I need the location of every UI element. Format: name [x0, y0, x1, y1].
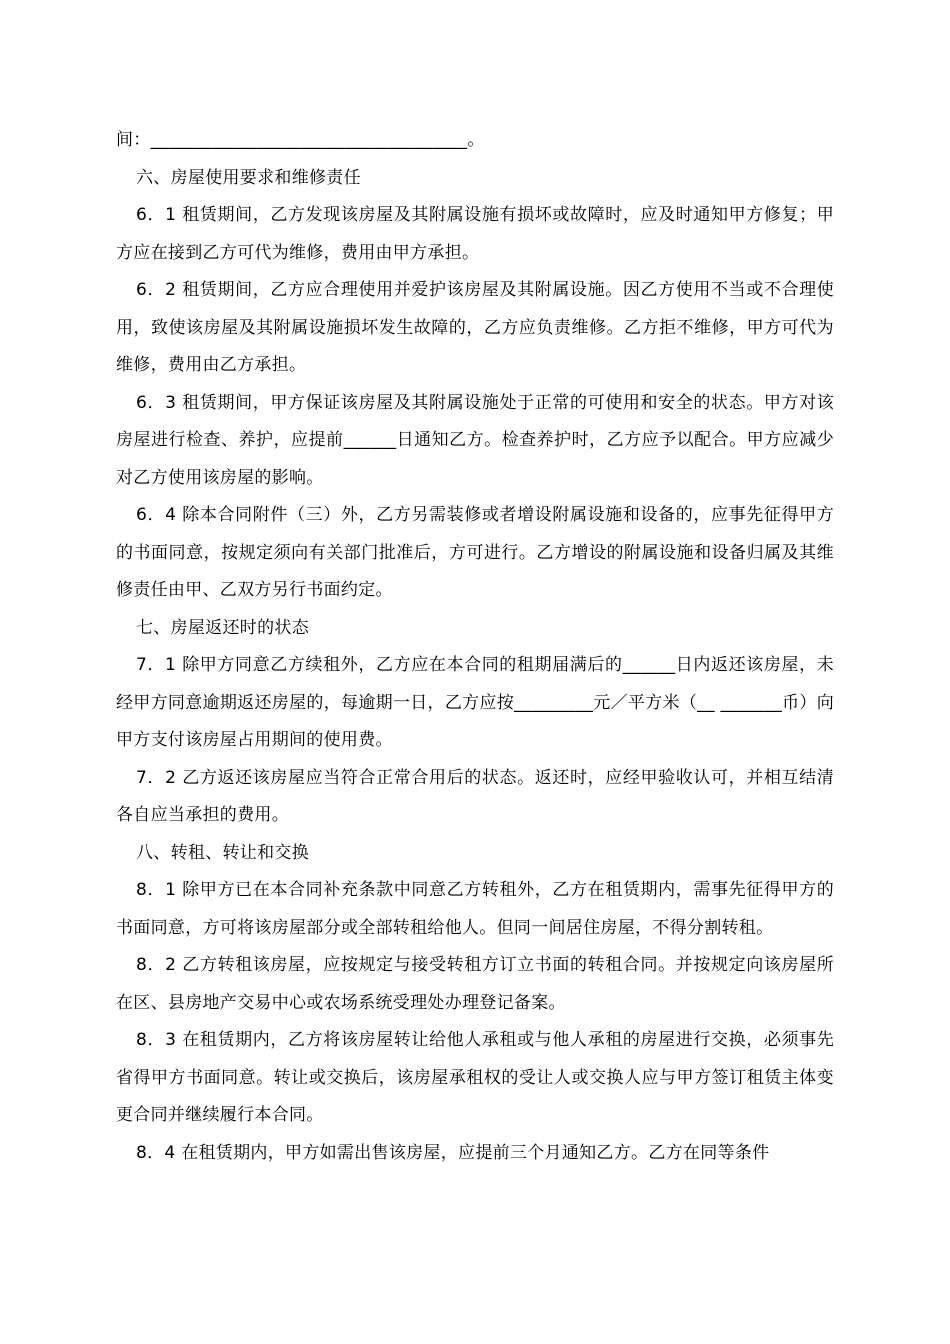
document-body — [116, 122, 834, 1172]
section-heading-6: 六、房屋使用要求和维修责任 — [136, 167, 361, 188]
clause-8-3: 8．3 在租赁期内，乙方将该房屋转让给他人承租或与他人承租的房屋进行交换，必须事先省得甲方书面同意。转让或交换后，该房屋承租权的受让人或交换人应与甲方签订租赁主体变更合同并继续履行本合同。 — [116, 1030, 834, 1125]
clause-6-3: 6．3 租赁期间，甲方保证该房屋及其附属设施处于正常的可使用和安全的状态。甲方对该房屋进行检查、养护，应提前______日通知乙方。检查养护时，乙方应予以配合。甲方应减少对乙方使用该房屋的影响。 — [116, 392, 834, 488]
clause-7-1: 7．1 除甲方同意乙方续租外，乙方应在本合同的租期届满后的______日内返还该房屋，未经甲方同意逾期返还房屋的，每逾期一日，乙方应按_________元／平方米（__ _______币）向甲方支付该房屋占用期间的使用费。 — [116, 655, 834, 750]
clause-8-2: 8．2 乙方转租该房屋，应按规定与接受转租方订立书面的转租合同。并按规定向该房屋所在区、县房地产交易中心或农场系统受理处办理登记备案。 — [116, 955, 834, 1013]
paragraph-continuation: 间：____________________________________。 — [116, 130, 485, 150]
clause-6-1: 6．1 租赁期间，乙方发现该房屋及其附属设施有损坏或故障时，应及时通知甲方修复；甲方应在接到乙方可代为维修，费用由甲方承担。 — [116, 205, 834, 263]
clause-6-2: 6．2 租赁期间，乙方应合理使用并爱护该房屋及其附属设施。因乙方使用不当或不合理使用，致使该房屋及其附属设施损坏发生故障的，乙方应负责维修。乙方拒不维修，甲方可代为维修，费用由乙方承担。 — [116, 280, 834, 375]
section-heading-7: 七、房屋返还时的状态 — [136, 617, 309, 638]
clause-8-1: 8．1 除甲方已在本合同补充条款中同意乙方转租外，乙方在租赁期内，需事先征得甲方的书面同意，方可将该房屋部分或全部转租给他人。但同一间居住房屋，不得分割转租。 — [116, 880, 834, 938]
clause-7-2: 7．2 乙方返还该房屋应当符合正常合用后的状态。返还时，应经甲验收认可，并相互结清各自应当承担的费用。 — [116, 767, 834, 825]
clause-6-4: 6．4 除本合同附件（三）外，乙方另需装修或者增设附属设施和设备的，应事先征得甲方的书面同意，按规定须向有关部门批准后，方可进行。乙方增设的附属设施和设备归属及其维修责任由甲、乙双方另行书面约定。 — [116, 505, 834, 600]
clause-8-4: 8．4 在租赁期内，甲方如需出售该房屋，应提前三个月通知乙方。乙方在同等条件 — [136, 1142, 770, 1163]
section-heading-8: 八、转租、转让和交换 — [136, 842, 309, 863]
